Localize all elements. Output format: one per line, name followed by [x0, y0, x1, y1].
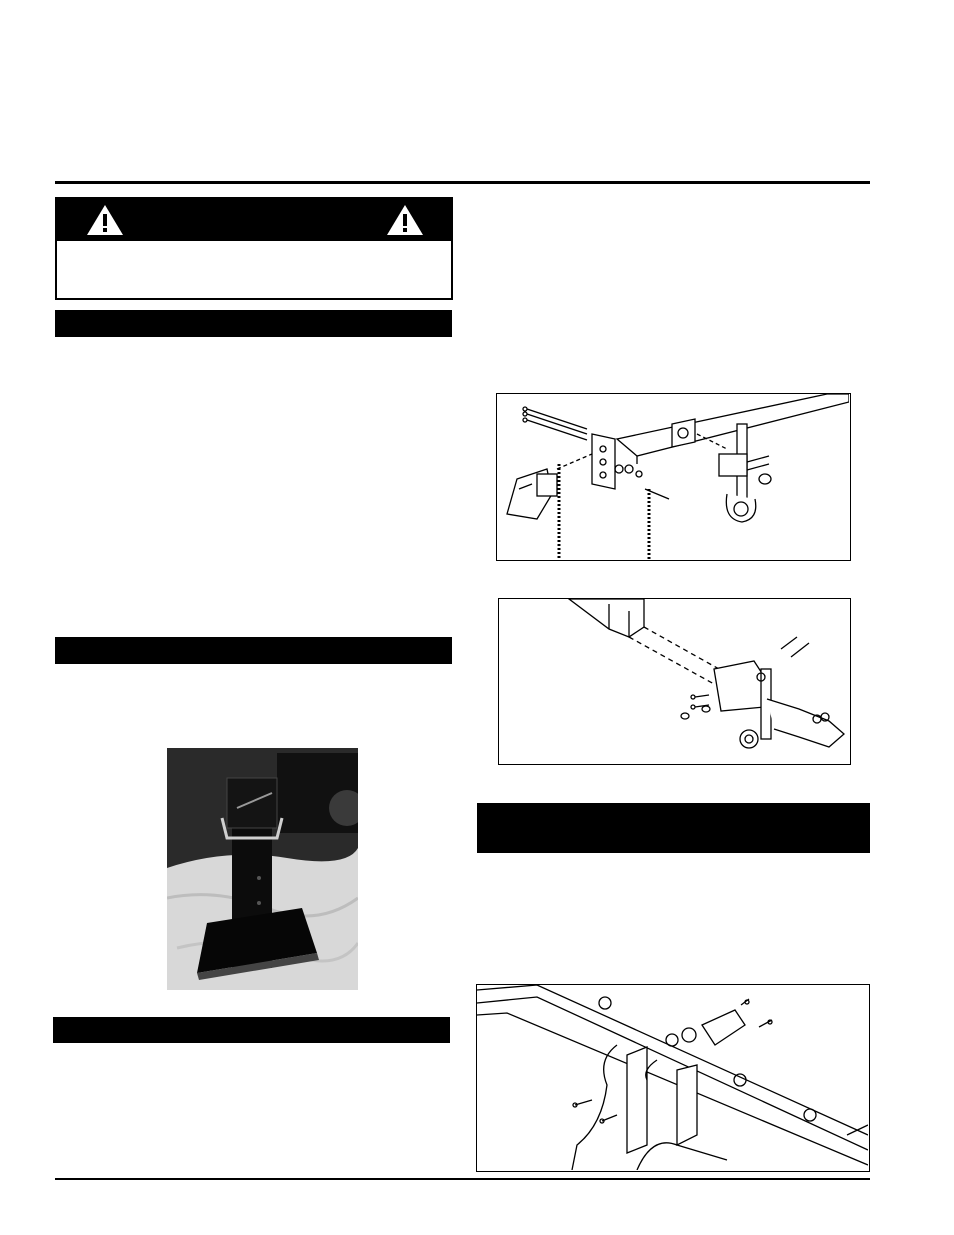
- frame-bracket-drawing: [477, 985, 868, 1170]
- warning-box: [55, 197, 453, 300]
- jack-stand-photo: [167, 748, 358, 990]
- warning-header: [57, 199, 451, 241]
- section-bar-right: [477, 803, 870, 853]
- hitch-assembly-diagram: [496, 393, 851, 561]
- top-rule: [55, 181, 870, 184]
- section-bar-2: [55, 637, 452, 664]
- bottom-rule: [55, 1178, 870, 1180]
- warning-triangle-icon: [85, 203, 125, 237]
- frame-bracket-diagram: [476, 984, 870, 1172]
- hitch-assembly-drawing: [497, 394, 849, 559]
- section-bar-1: [55, 310, 452, 337]
- jack-stand-illustration: [167, 748, 358, 990]
- section-bar-3: [53, 1017, 450, 1043]
- warning-triangle-icon: [385, 203, 425, 237]
- tongue-jack-drawing: [499, 599, 849, 763]
- tongue-jack-diagram: [498, 598, 851, 765]
